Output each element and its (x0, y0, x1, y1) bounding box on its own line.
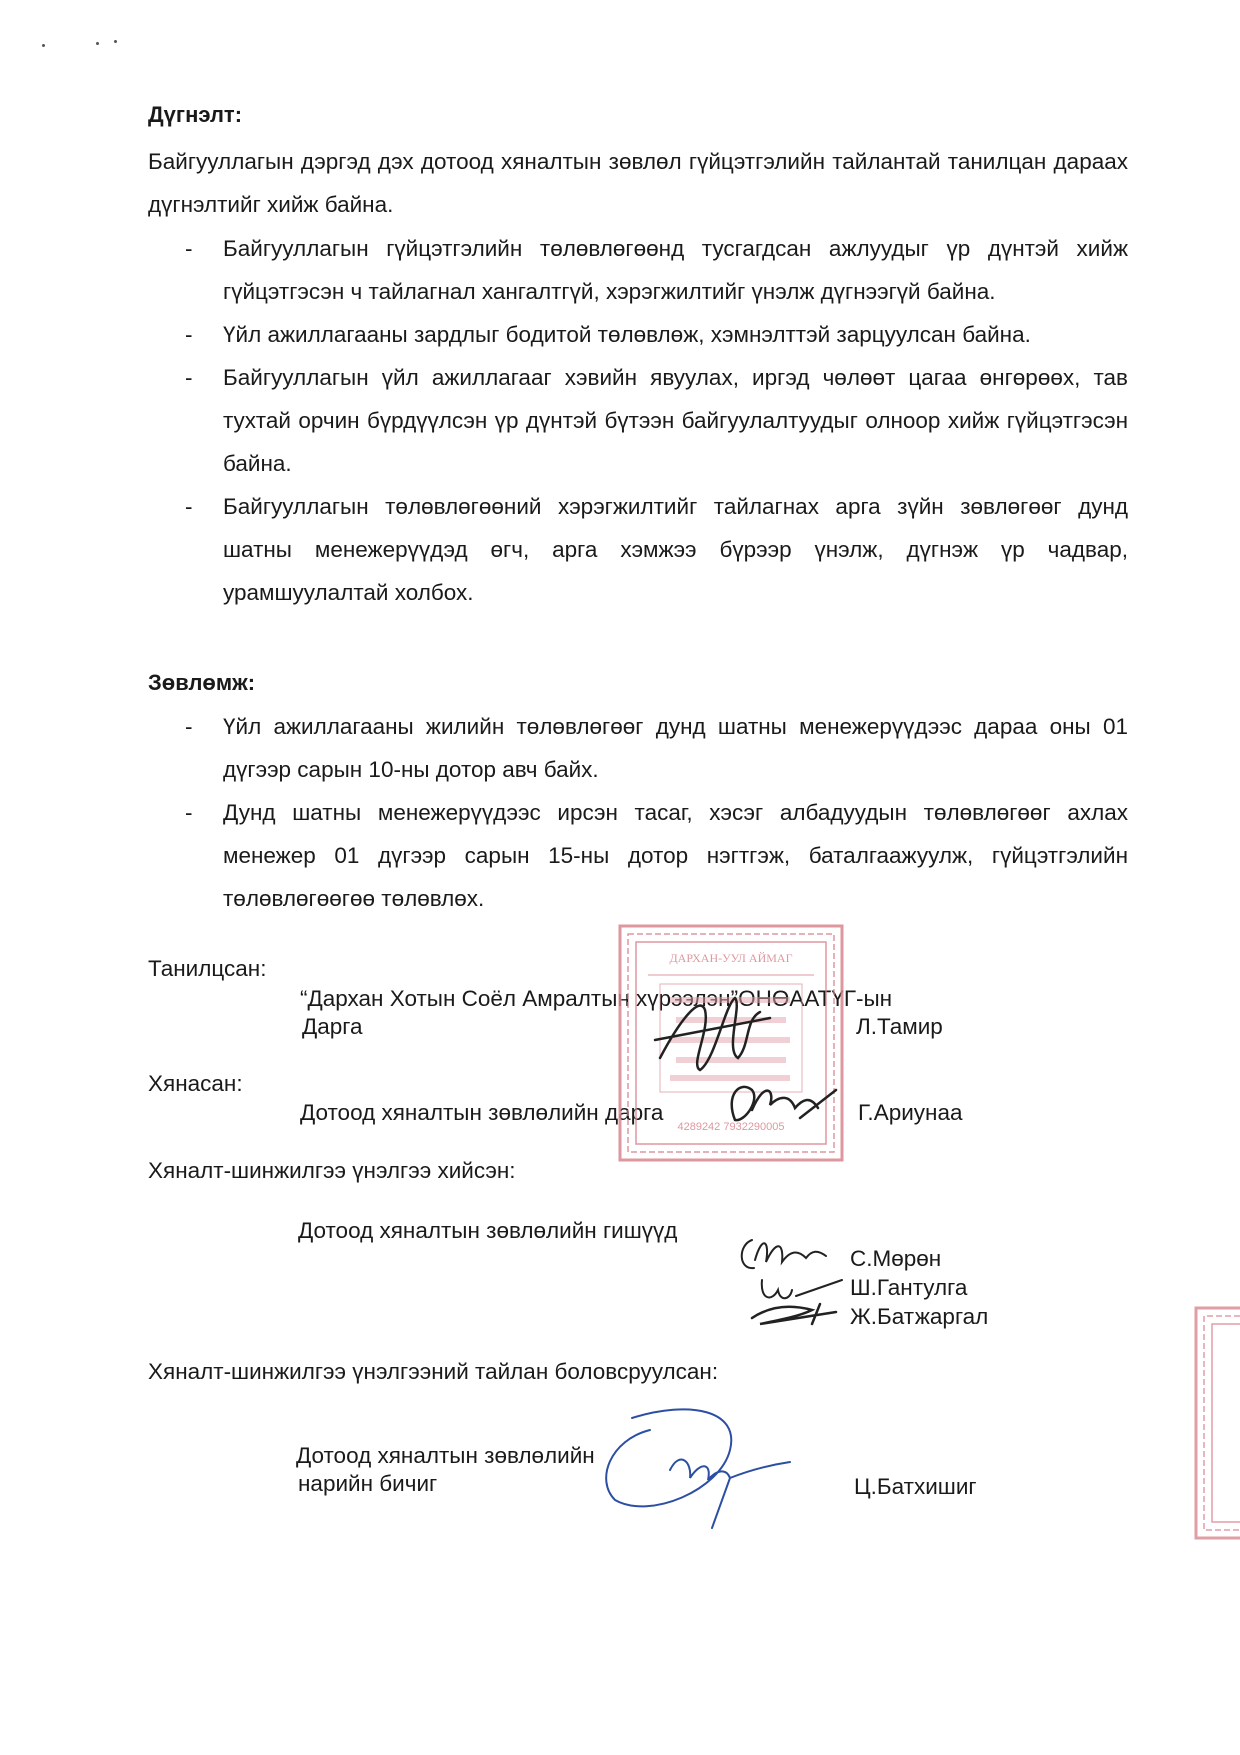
bullet-dash: - (185, 365, 193, 390)
list-item-text: Байгууллагын үйл ажиллагааг хэвийн явуулах, иргэд чөлөөт цагаа өнгөрөөх, тав тухтай орчин бүрдүүлсэн үр дүнтэй бүтээн байгуулалтуудыг олноор хийж гүйцэтгэсэн байна. (223, 365, 1128, 476)
member-name: С.Мөрөн (850, 1246, 942, 1271)
scan-speck (114, 40, 117, 43)
list-item-text: Байгууллагын гүйцэтгэлийн төлөвлөгөөнд тусгагдсан ажлуудыг үр дүнтэй хийж гүйцэтгэсэн ч тайлагнал хангалтгүй, хэрэгжилтийг үнэлж дүгнээгүй байна. (223, 236, 1128, 304)
member-signature (762, 1280, 842, 1298)
list-item (185, 705, 1128, 791)
secretary-name: Ц.Батхишиг (854, 1474, 977, 1499)
bullet-dash: - (185, 322, 193, 347)
list-item (185, 356, 1128, 485)
list-item (185, 313, 1128, 356)
evaluated-label: Хяналт-шинжилгээ үнэлгээ хийсэн: (148, 1158, 516, 1183)
scan-speck (42, 44, 45, 47)
chair-signature (732, 1087, 836, 1120)
list-item-text: Байгууллагын төлөвлөгөөний хэрэгжилтийг тайлагнах арга зүйн зөвлөгөөг дунд шатны менежерүүдэд өгч, арга хэмжээ бүрээр үнэлж, дүгнэж үр чадвар, урамшуулалтай холбох. (223, 494, 1128, 605)
members-title: Дотоод хяналтын зөвлөлийн гишүүд (298, 1218, 678, 1243)
list-item-text: Үйл ажиллагааны жилийн төлөвлөгөөг дунд шатны менежерүүдээс дараа оны 01 дүгээр сарын 10-ны дотор авч байх. (223, 714, 1128, 782)
stamp-top-text: ДАРХАН-УУЛ АЙМАГ (669, 951, 793, 965)
conclusion-intro: Байгууллагын дэргэд дэх дотоод хяналтын зөвлөл гүйцэтгэлийн тайлантай танилцан дараах дүгнэлтийг хийж байна. (148, 149, 1128, 217)
bullet-dash: - (185, 494, 193, 519)
chair-name: Г.Ариунаа (858, 1100, 963, 1125)
recommendation-heading: Зөвлөмж: (148, 670, 256, 695)
stamp-bottom-text: 4289242 7932290005 (677, 1121, 785, 1133)
member-signature (752, 1304, 836, 1324)
recommendation-list (185, 705, 1128, 920)
list-item-text: Үйл ажиллагааны зардлыг бодитой төлөвлөж, хэмнэлттэй зарцуулсан байна. (223, 322, 1031, 347)
secretary-signature (606, 1409, 790, 1528)
secretary-title: Дотоод хяналтын зөвлөлийн (296, 1443, 595, 1468)
scan-speck (96, 42, 99, 45)
bullet-dash: - (185, 236, 193, 261)
bullet-dash: - (185, 714, 193, 739)
member-signature (742, 1240, 826, 1268)
organization-name: “Дархан Хотын Соёл Амралтын хүрээлэн”ОНӨААТҮГ-ын (300, 986, 893, 1011)
director-name: Л.Тамир (856, 1014, 943, 1039)
acquainted-label: Танилцсан: (148, 956, 267, 981)
list-item-text: Дунд шатны менежерүүдээс ирсэн тасаг, хэсэг албадуудын төлөвлөгөөг ахлах менежер 01 дүгээр сарын 15-ны дотор нэгтгэж, баталгаажуулж, гүйцэтгэлийн төлөвлөгөөгөө төлөвлөх. (223, 800, 1128, 911)
list-item (185, 791, 1128, 920)
member-name: Ж.Батжаргал (850, 1304, 989, 1329)
conclusion-list (185, 227, 1128, 614)
secretary-title: нарийн бичиг (298, 1471, 438, 1496)
member-name: Ш.Гантулга (850, 1275, 968, 1300)
list-item (185, 485, 1128, 614)
bullet-dash: - (185, 800, 193, 825)
partial-stamp (1196, 1308, 1240, 1538)
director-title: Дарга (302, 1014, 363, 1039)
list-item (185, 227, 1128, 313)
prepared-label: Хяналт-шинжилгээ үнэлгээний тайлан боловсруулсан: (148, 1359, 719, 1384)
chair-title: Дотоод хяналтын зөвлөлийн дарга (300, 1100, 664, 1125)
conclusion-heading: Дүгнэлт: (148, 102, 243, 127)
reviewed-label: Хянасан: (148, 1071, 243, 1096)
